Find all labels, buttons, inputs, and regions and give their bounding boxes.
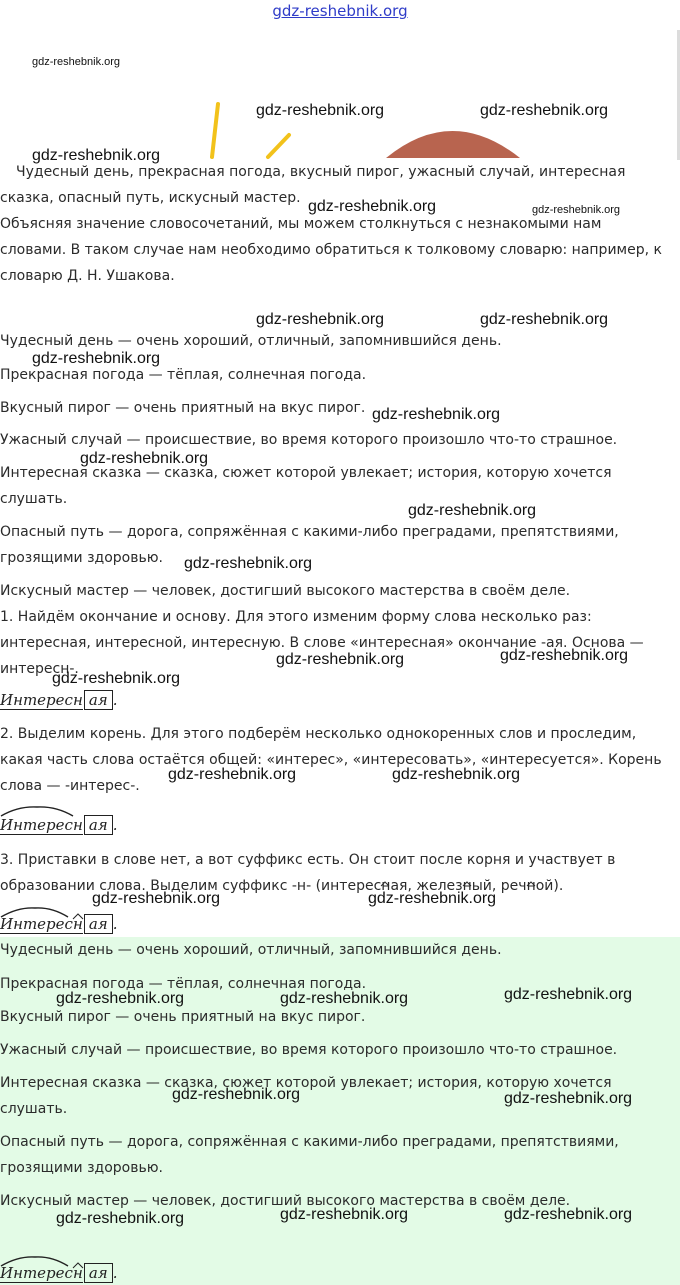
watermark: gdz-reshebnik.org bbox=[504, 1206, 633, 1223]
definition-4: Ужасный случай — происшествие, во время которого произошло что-то страшное. bbox=[0, 432, 618, 448]
answer-definition-5-line-2: слушать. bbox=[0, 1101, 68, 1117]
morpheme-diagram-4 bbox=[0, 1263, 118, 1285]
watermark: gdz-reshebnik.org bbox=[480, 311, 609, 328]
suffix-letter: н bbox=[462, 878, 472, 894]
definition-7: Искусный мастер — человек, достигший высокого мастерства в своём деле. bbox=[0, 583, 571, 599]
small-watermark: gdz-reshebnik.org bbox=[32, 56, 121, 68]
definition-6-line-1: Опасный путь — дорога, сопряжённая с какими-либо преградами, препятствиями, bbox=[0, 524, 619, 540]
morph-dot: . bbox=[112, 691, 118, 709]
suffix-caret-icon bbox=[526, 881, 537, 887]
ending-box: ая bbox=[84, 914, 113, 934]
definition-3: Вкусный пирог — очень приятный на вкус пирог. bbox=[0, 400, 366, 416]
stem-part bbox=[0, 915, 83, 933]
answer-definition-1: Чудесный день — очень хороший, отличный, запомнившийся день. bbox=[0, 942, 502, 958]
intro-line-2: сказка, опасный путь, искусный мастер. bbox=[0, 190, 301, 206]
stem-part bbox=[0, 691, 83, 709]
watermark: gdz-reshebnik.org bbox=[172, 1086, 301, 1103]
top-watermark-link[interactable]: gdz-reshebnik.org bbox=[272, 2, 408, 20]
suffix-caret-icon bbox=[72, 1262, 84, 1269]
step-1-line-2: интересная, интересной, интересную. В слове «интересная» окончание -ая. Основа — bbox=[0, 635, 644, 651]
watermark: gdz-reshebnik.org bbox=[504, 1090, 633, 1107]
step-3-line-1: 3. Приставки в слове нет, а вот суффикс есть. Он стоит после корня и участвует в bbox=[0, 852, 616, 868]
step-3-text-b: ая, желез bbox=[390, 878, 463, 894]
morph-dot: . bbox=[112, 1264, 118, 1282]
watermark: gdz-reshebnik.org bbox=[392, 766, 521, 783]
suffix-caret-icon bbox=[72, 913, 84, 920]
brown-dome-shape bbox=[386, 131, 520, 158]
stem-part bbox=[0, 1264, 83, 1282]
definition-6-line-2: грозящими здоровью. bbox=[0, 550, 163, 566]
stem-underline bbox=[0, 709, 83, 710]
yellow-stroke-right bbox=[268, 135, 289, 157]
watermark: gdz-reshebnik.org bbox=[280, 1206, 409, 1223]
stem-underline bbox=[0, 834, 83, 835]
step-2-line-2: какая часть слова остаётся общей: «интерес», «интересовать», «интересуется». Корень bbox=[0, 752, 662, 768]
watermark: gdz-reshebnik.org bbox=[92, 890, 221, 907]
root-text: Интерес bbox=[0, 1264, 73, 1282]
answer-definition-6-line-2: грозящими здоровью. bbox=[0, 1160, 163, 1176]
intro-line-3: Объясняя значение словосочетаний, мы можем столкнуться с незнакомыми нам bbox=[0, 216, 602, 232]
ending-box: ая bbox=[84, 815, 113, 835]
step-2-line-1: 2. Выделим корень. Для этого подберём несколько однокоренных слов и проследим, bbox=[0, 726, 637, 742]
watermark: gdz-reshebnik.org bbox=[480, 102, 609, 119]
watermark: gdz-reshebnik.org bbox=[256, 102, 385, 119]
step-3-text-c: ый, реч bbox=[471, 878, 527, 894]
watermark: gdz-reshebnik.org bbox=[276, 651, 405, 668]
stem-text: Интересн bbox=[0, 691, 83, 709]
watermark: gdz-reshebnik.org bbox=[56, 1210, 185, 1227]
answer-definition-3: Вкусный пирог — очень приятный на вкус пирог. bbox=[0, 1009, 366, 1025]
definition-5-line-1: Интересная сказка — сказка, сюжет которой увлекает; история, которую хочется bbox=[0, 465, 612, 481]
yellow-stroke-left bbox=[212, 104, 218, 157]
watermark: gdz-reshebnik.org bbox=[32, 350, 161, 367]
suffix-letter: н bbox=[526, 878, 536, 894]
watermark: gdz-reshebnik.org bbox=[80, 450, 209, 467]
ending-box: ая bbox=[84, 1263, 113, 1283]
suffix-caret-icon bbox=[380, 881, 391, 887]
suffix-part bbox=[73, 915, 83, 933]
morph-dot: . bbox=[112, 816, 118, 834]
morph-dot: . bbox=[112, 915, 118, 933]
step-3-text-a: образовании слова. Выделим суффикс -н- (интерес bbox=[0, 878, 382, 894]
watermark: gdz-reshebnik.org bbox=[256, 311, 385, 328]
step-1-line-3: интересн-. bbox=[0, 661, 79, 677]
intro-line-5: словарю Д. Н. Ушакова. bbox=[0, 268, 175, 284]
answer-definition-4: Ужасный случай — происшествие, во время которого произошло что-то страшное. bbox=[0, 1042, 618, 1058]
watermark: gdz-reshebnik.org bbox=[168, 766, 297, 783]
stem-text: Интересн bbox=[0, 816, 83, 834]
suffix-part bbox=[73, 1264, 83, 1282]
step-1-line-1: 1. Найдём окончание и основу. Для этого изменим форму слова несколько раз: bbox=[0, 609, 592, 625]
morpheme-diagram-2 bbox=[0, 815, 117, 837]
step-2-line-3: слова — -интерес-. bbox=[0, 778, 140, 794]
watermark: gdz-reshebnik.org bbox=[308, 198, 437, 215]
answer-definition-7: Искусный мастер — человек, достигший высокого мастерства в своём деле. bbox=[0, 1193, 571, 1209]
suffix-caret-icon bbox=[462, 881, 473, 887]
morpheme-diagram-1 bbox=[0, 690, 117, 712]
intro-line-4: словами. В таком случае нам необходимо обратиться к толковому словарю: например, к bbox=[0, 242, 662, 258]
watermark: gdz-reshebnik.org bbox=[280, 990, 409, 1007]
watermark: gdz-reshebnik.org bbox=[32, 147, 161, 164]
watermark: gdz-reshebnik.org bbox=[368, 890, 497, 907]
watermark: gdz-reshebnik.org bbox=[52, 670, 181, 687]
watermark: gdz-reshebnik.org bbox=[184, 555, 313, 572]
stem-underline bbox=[0, 933, 83, 934]
watermark: gdz-reshebnik.org bbox=[372, 406, 501, 423]
root-text: Интерес bbox=[0, 915, 73, 933]
morpheme-diagram-3 bbox=[0, 914, 118, 936]
suffix-text: н bbox=[72, 1264, 83, 1282]
watermark: gdz-reshebnik.org bbox=[56, 990, 185, 1007]
stem-underline bbox=[0, 1282, 83, 1283]
stem-part bbox=[0, 816, 83, 834]
definition-1: Чудесный день — очень хороший, отличный, запомнившийся день. bbox=[0, 333, 502, 349]
answer-definition-6-line-1: Опасный путь — дорога, сопряжённая с какими-либо преградами, препятствиями, bbox=[0, 1134, 619, 1150]
watermark: gdz-reshebnik.org bbox=[408, 502, 537, 519]
small-watermark: gdz-reshebnik.org bbox=[532, 204, 621, 216]
definition-5-line-2: слушать. bbox=[0, 491, 68, 507]
intro-line-1: Чудесный день, прекрасная погода, вкусный пирог, ужасный случай, интересная bbox=[16, 164, 626, 180]
watermark: gdz-reshebnik.org bbox=[500, 647, 629, 664]
watermark: gdz-reshebnik.org bbox=[504, 986, 633, 1003]
answer-definition-5-line-1: Интересная сказка — сказка, сюжет которой увлекает; история, которую хочется bbox=[0, 1075, 612, 1091]
suffix-text: н bbox=[72, 915, 83, 933]
definition-2: Прекрасная погода — тёплая, солнечная погода. bbox=[0, 367, 367, 383]
suffix-mark-3 bbox=[527, 878, 536, 894]
suffix-letter: н bbox=[381, 878, 391, 894]
answer-definition-2: Прекрасная погода — тёплая, солнечная погода. bbox=[0, 976, 367, 992]
step-3-text-d: ой). bbox=[535, 878, 564, 894]
ending-box: ая bbox=[84, 690, 113, 710]
